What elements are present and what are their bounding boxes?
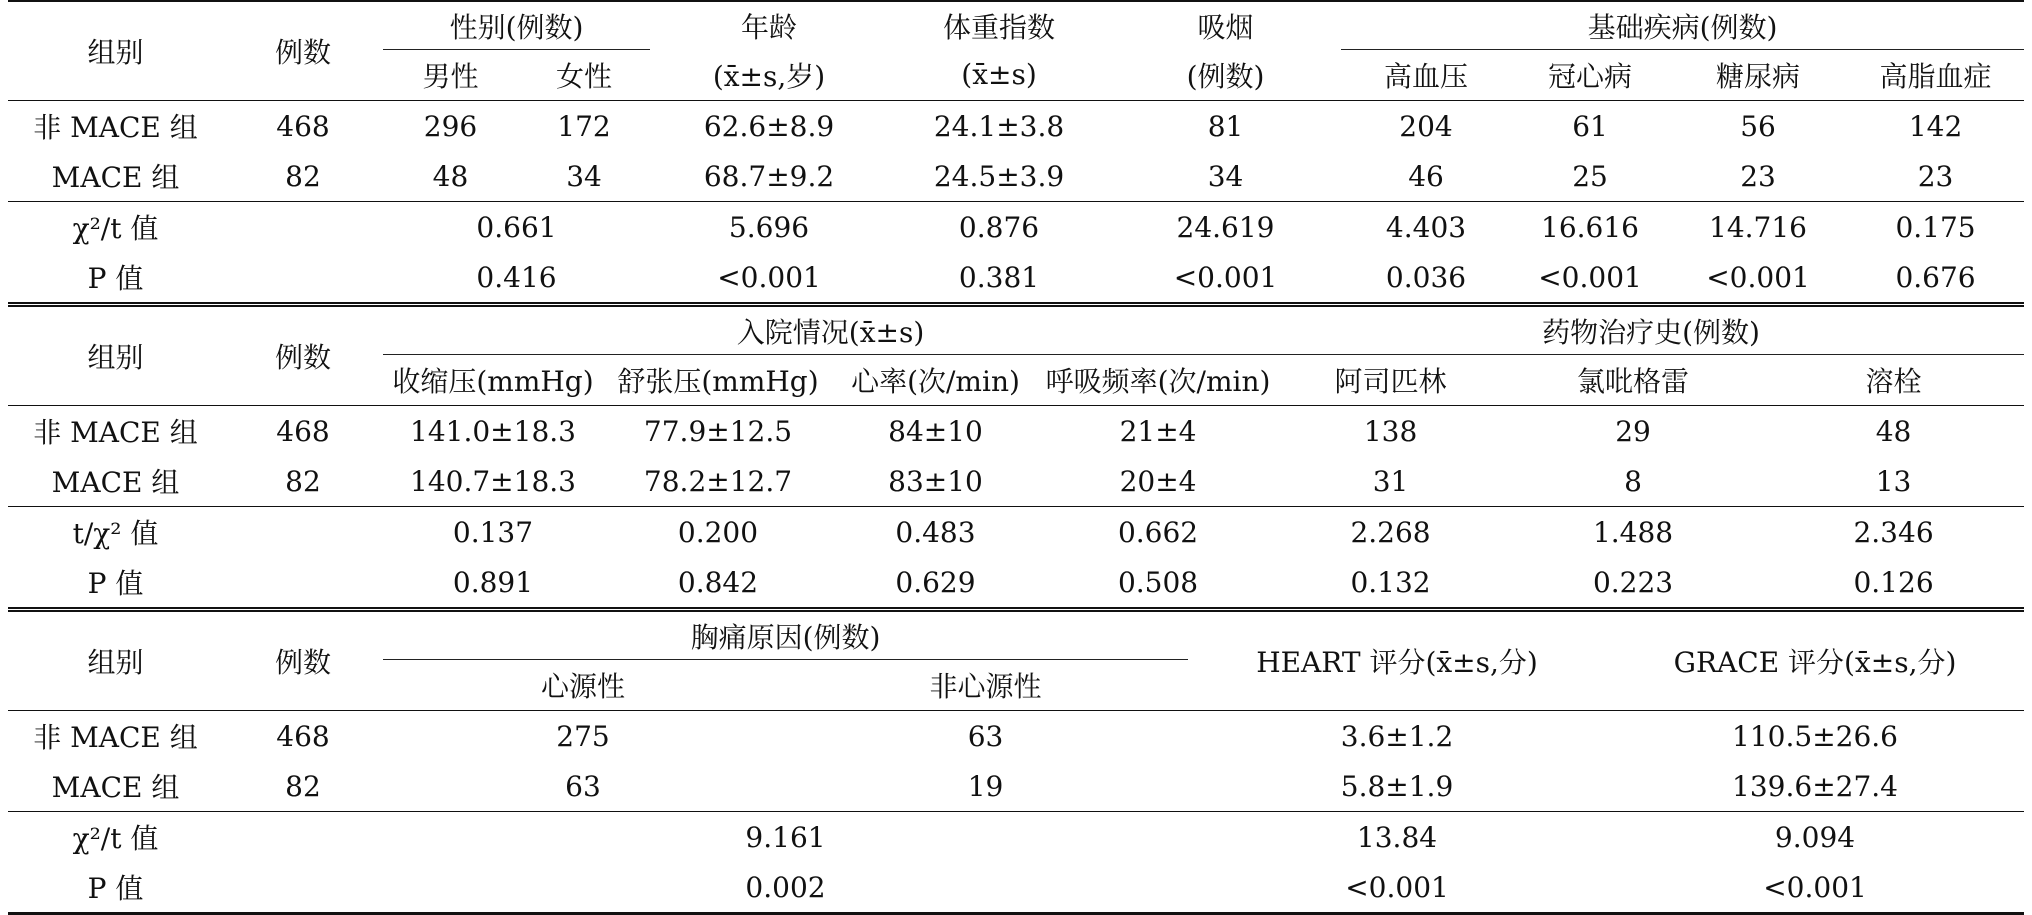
table-row bbox=[8, 456, 2024, 507]
header-drug-history: 药物治疗史(例数) bbox=[1278, 305, 2024, 355]
cell-heart: 3.6±1.2 bbox=[1340, 719, 1454, 753]
p-label: P 值 bbox=[87, 872, 144, 905]
p-sbp: 0.891 bbox=[452, 565, 534, 599]
baseline-comparison-table bbox=[8, 0, 2024, 915]
cell-group: 非 MACE 组 bbox=[33, 721, 198, 754]
header-diabetes: 糖尿病 bbox=[1669, 50, 1847, 101]
header-thrombolysis: 溶栓 bbox=[1763, 355, 2024, 406]
header-count: 例数 bbox=[223, 305, 383, 406]
table-row bbox=[8, 406, 2024, 457]
p-clopidogrel: 0.223 bbox=[1592, 565, 1674, 599]
stat-heart: 13.84 bbox=[1356, 820, 1438, 854]
cell-aspirin: 138 bbox=[1363, 414, 1418, 448]
cell-dbp: 77.9±12.5 bbox=[643, 414, 793, 448]
header-smoke-unit: (例数) bbox=[1186, 59, 1265, 93]
cell-group: 非 MACE 组 bbox=[33, 111, 198, 144]
cell-thrombolysis: 13 bbox=[1875, 464, 1912, 498]
cell-heart: 5.8±1.9 bbox=[1340, 769, 1454, 803]
p-label: P 值 bbox=[87, 262, 144, 295]
cell-n: 82 bbox=[285, 464, 321, 498]
table-row bbox=[8, 151, 2024, 202]
cell-cardiac: 63 bbox=[565, 769, 601, 803]
header-chest-pain: 胸痛原因(例数) bbox=[383, 610, 1188, 660]
p-thrombolysis: 0.126 bbox=[1853, 565, 1934, 599]
stat-label: t/χ² 值 bbox=[72, 517, 159, 550]
cell-grace: 139.6±27.4 bbox=[1732, 769, 1898, 803]
cell-n: 468 bbox=[276, 109, 330, 143]
cell-sbp: 140.7±18.3 bbox=[410, 464, 576, 498]
header-aspirin: 阿司匹林 bbox=[1278, 355, 1503, 406]
stat-hyperlipidemia: 0.175 bbox=[1895, 210, 1976, 244]
stat-row bbox=[8, 202, 2024, 253]
header-smoke: 吸烟 bbox=[1110, 1, 1341, 50]
cell-group: MACE 组 bbox=[51, 466, 180, 499]
cell-diabetes: 23 bbox=[1740, 159, 1776, 193]
p-hypertension: 0.036 bbox=[1385, 260, 1467, 294]
header-group: 组别 bbox=[8, 1, 223, 101]
cell-grace: 110.5±26.6 bbox=[1732, 719, 1898, 753]
header-count: 例数 bbox=[223, 610, 383, 711]
stat-bmi: 0.876 bbox=[958, 210, 1040, 244]
cell-bmi: 24.1±3.8 bbox=[933, 109, 1065, 143]
cell-bmi: 24.5±3.9 bbox=[933, 159, 1065, 193]
stat-thrombolysis: 2.346 bbox=[1853, 515, 1934, 549]
p-row bbox=[8, 557, 2024, 607]
cell-rr: 21±4 bbox=[1119, 414, 1197, 448]
cell-male: 48 bbox=[432, 159, 469, 193]
p-chest-pain: 0.002 bbox=[745, 870, 826, 904]
p-row bbox=[8, 252, 2024, 302]
header-hypertension: 高血压 bbox=[1341, 50, 1511, 101]
p-sex: 0.416 bbox=[476, 260, 557, 294]
cell-clopidogrel: 8 bbox=[1624, 464, 1642, 498]
stat-label: χ²/t 值 bbox=[72, 212, 159, 245]
header-grace-score: GRACE 评分(x̄±s,分) bbox=[1606, 610, 2024, 711]
cell-thrombolysis: 48 bbox=[1875, 414, 1912, 448]
p-hyperlipidemia: 0.676 bbox=[1895, 260, 1976, 294]
stat-age: 5.696 bbox=[728, 210, 810, 244]
header-bmi-unit: (x̄±s) bbox=[961, 58, 1037, 92]
stat-grace: 9.094 bbox=[1774, 820, 1856, 854]
cell-group: 非 MACE 组 bbox=[33, 416, 198, 449]
cell-n: 468 bbox=[276, 719, 330, 753]
cell-smoke: 81 bbox=[1207, 109, 1244, 143]
header-admission: 入院情况(x̄±s) bbox=[383, 305, 1278, 355]
cell-hr: 84±10 bbox=[888, 414, 983, 448]
p-smoke: <0.001 bbox=[1173, 260, 1278, 294]
stat-row bbox=[8, 812, 2024, 863]
cell-chd: 25 bbox=[1572, 159, 1608, 193]
cell-male: 296 bbox=[423, 109, 478, 143]
header-diseases: 基础疾病(例数) bbox=[1341, 1, 2024, 50]
cell-hypertension: 46 bbox=[1408, 159, 1444, 193]
header-heart-score: HEART 评分(x̄±s,分) bbox=[1188, 610, 1606, 711]
table-section-admission bbox=[8, 302, 2024, 607]
cell-hyperlipidemia: 142 bbox=[1908, 109, 1963, 143]
stat-chd: 16.616 bbox=[1541, 210, 1639, 244]
p-grace: <0.001 bbox=[1763, 870, 1867, 904]
cell-group: MACE 组 bbox=[51, 771, 180, 804]
header-cardiac: 心源性 bbox=[383, 660, 783, 711]
p-heart: <0.001 bbox=[1345, 870, 1449, 904]
cell-female: 34 bbox=[566, 159, 602, 193]
stat-smoke: 24.619 bbox=[1176, 210, 1275, 244]
stat-clopidogrel: 1.488 bbox=[1592, 515, 1674, 549]
cell-group: MACE 组 bbox=[51, 161, 180, 194]
cell-n: 82 bbox=[285, 159, 321, 193]
stat-sex: 0.661 bbox=[476, 210, 557, 244]
table-section-demographics bbox=[8, 0, 2024, 302]
cell-age: 68.7±9.2 bbox=[703, 159, 835, 193]
stat-aspirin: 2.268 bbox=[1350, 515, 1431, 549]
header-chd: 冠心病 bbox=[1511, 50, 1669, 101]
cell-rr: 20±4 bbox=[1119, 464, 1197, 498]
p-age: <0.001 bbox=[717, 260, 821, 294]
header-group: 组别 bbox=[8, 610, 223, 711]
p-bmi: 0.381 bbox=[958, 260, 1040, 294]
table-row bbox=[8, 101, 2024, 152]
p-hr: 0.629 bbox=[895, 565, 976, 599]
table-row bbox=[8, 711, 2024, 762]
cell-diabetes: 56 bbox=[1740, 109, 1776, 143]
cell-noncardiac: 63 bbox=[967, 719, 1004, 753]
header-hyperlipidemia: 高脂血症 bbox=[1847, 50, 2024, 101]
cell-clopidogrel: 29 bbox=[1615, 414, 1651, 448]
cell-n: 82 bbox=[285, 769, 321, 803]
p-chd: <0.001 bbox=[1538, 260, 1642, 294]
header-male: 男性 bbox=[383, 50, 518, 101]
stat-label: χ²/t 值 bbox=[72, 822, 159, 855]
header-age: 年龄 bbox=[650, 1, 888, 50]
cell-hypertension: 204 bbox=[1399, 109, 1453, 143]
cell-hyperlipidemia: 23 bbox=[1917, 159, 1954, 193]
p-row bbox=[8, 862, 2024, 914]
cell-age: 62.6±8.9 bbox=[703, 109, 835, 143]
cell-cardiac: 275 bbox=[556, 719, 610, 753]
table-row bbox=[8, 761, 2024, 812]
cell-female: 172 bbox=[557, 109, 611, 143]
cell-noncardiac: 19 bbox=[967, 769, 1004, 803]
stat-sbp: 0.137 bbox=[452, 515, 534, 549]
stat-chest-pain: 9.161 bbox=[745, 820, 826, 854]
table-section-scores bbox=[8, 607, 2024, 915]
stat-rr: 0.662 bbox=[1117, 515, 1199, 549]
stat-dbp: 0.200 bbox=[677, 515, 759, 549]
header-rr: 呼吸频率(次/min) bbox=[1038, 355, 1278, 406]
p-aspirin: 0.132 bbox=[1350, 565, 1431, 599]
header-hr: 心率(次/min) bbox=[833, 355, 1038, 406]
cell-aspirin: 31 bbox=[1372, 464, 1409, 498]
header-count: 例数 bbox=[223, 1, 383, 101]
header-sex: 性别(例数) bbox=[383, 1, 650, 50]
header-dbp: 舒张压(mmHg) bbox=[603, 355, 833, 406]
p-rr: 0.508 bbox=[1117, 565, 1199, 599]
stat-diabetes: 14.716 bbox=[1709, 210, 1807, 244]
header-noncardiac: 非心源性 bbox=[783, 660, 1188, 711]
cell-n: 468 bbox=[276, 414, 330, 448]
p-label: P 值 bbox=[87, 567, 144, 600]
header-clopidogrel: 氯吡格雷 bbox=[1503, 355, 1763, 406]
cell-dbp: 78.2±12.7 bbox=[643, 464, 793, 498]
cell-sbp: 141.0±18.3 bbox=[410, 414, 576, 448]
cell-smoke: 34 bbox=[1207, 159, 1244, 193]
stat-hypertension: 4.403 bbox=[1385, 210, 1467, 244]
stat-row bbox=[8, 507, 2024, 558]
header-female: 女性 bbox=[518, 50, 650, 101]
header-group: 组别 bbox=[8, 305, 223, 406]
p-diabetes: <0.001 bbox=[1706, 260, 1810, 294]
cell-hr: 83±10 bbox=[888, 464, 983, 498]
p-dbp: 0.842 bbox=[677, 565, 759, 599]
header-age-unit: (x̄±s,岁) bbox=[712, 59, 826, 93]
cell-chd: 61 bbox=[1572, 109, 1608, 143]
header-sbp: 收缩压(mmHg) bbox=[383, 355, 603, 406]
stat-hr: 0.483 bbox=[895, 515, 976, 549]
header-bmi: 体重指数 bbox=[888, 1, 1110, 50]
